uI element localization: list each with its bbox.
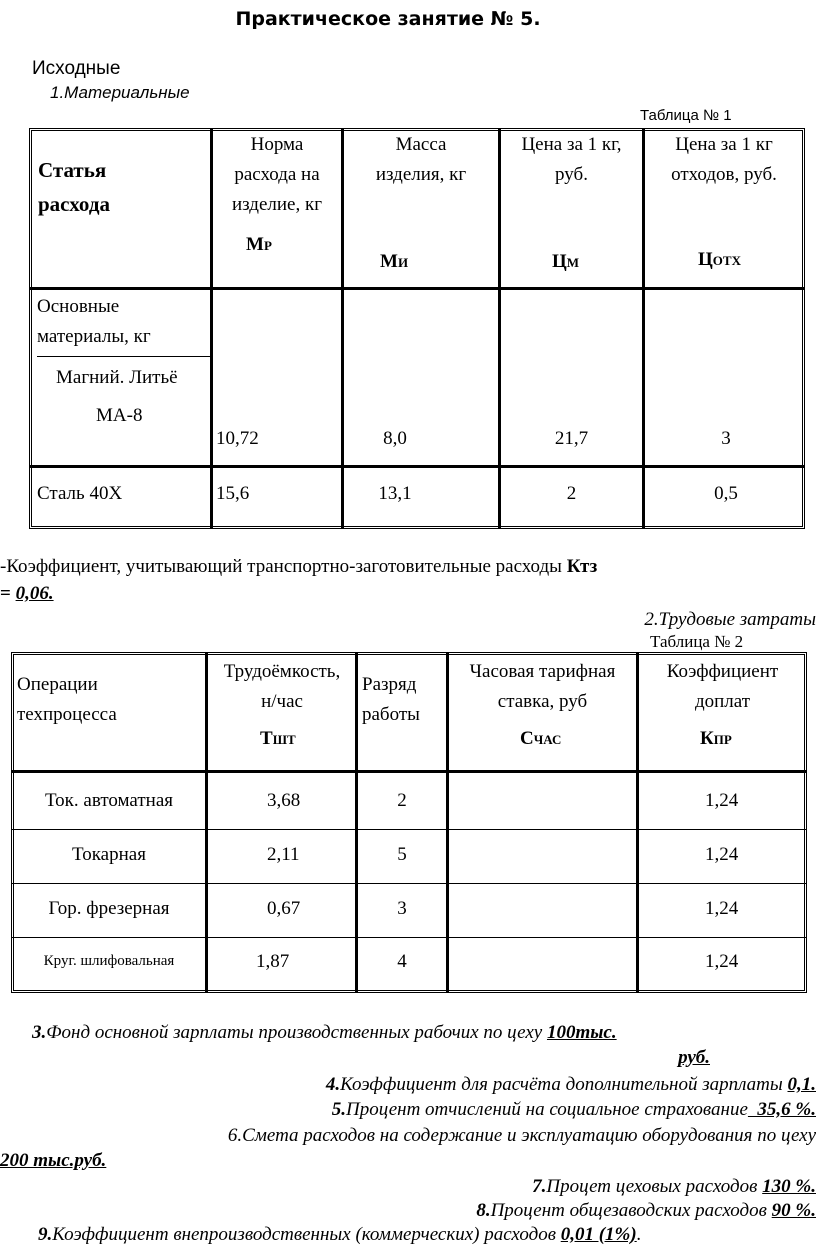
material-name: Сталь 40Х [37, 483, 123, 504]
header-norm: Норма расхода на изделие, кг [231, 134, 323, 215]
symbol-mr: МР [246, 234, 272, 255]
labor-value: 3,68 [267, 790, 301, 811]
header-waste: Цена за 1 кг отходов, руб. [671, 134, 777, 185]
ktz-value: 0,06. [15, 583, 54, 604]
header-operation: Операции техпроцесса [17, 674, 117, 725]
labor-value: 1,87 [256, 951, 290, 972]
item-3-cont: руб. [678, 1047, 710, 1068]
ktz-line: -Коэффициент, учитывающий транспортно-заготовительные расходы Ктз [0, 556, 598, 577]
symbol-cotx: ЦОТХ [698, 249, 741, 270]
grade-value: 2 [397, 790, 407, 811]
header-rate: Часовая тарифная ставка, руб [469, 661, 616, 712]
header-labor: Трудоёмкость, н/час [223, 661, 341, 712]
labor-value: 0,67 [267, 898, 301, 919]
price-value: 2 [566, 483, 577, 504]
page-title: Практическое занятие № 5. [235, 8, 541, 30]
norm-value: 15,6 [216, 483, 250, 504]
operation-name: Гор. фрезерная [48, 898, 170, 919]
group-label: Основные материалы, кг [37, 296, 151, 347]
table2-caption: Таблица № 2 [650, 632, 744, 651]
item-6-value: 200 тыс.руб. [0, 1150, 107, 1171]
item-7: 7.Процет цеховых расходов 130 %. [532, 1176, 816, 1197]
symbol-mi: МИ [380, 251, 409, 272]
symbol-cm: ЦМ [552, 251, 580, 272]
waste-value: 3 [721, 428, 731, 449]
labor-value: 2,11 [267, 844, 300, 865]
material-name: Магний. Литьё МА-8 [56, 367, 178, 426]
operation-name: Круг. шлифовальная [43, 953, 175, 969]
coef-value: 1,24 [705, 790, 739, 811]
operation-name: Ток. автоматная [44, 790, 173, 811]
symbol-chas: СЧАС [520, 728, 562, 749]
price-value: 21,7 [554, 428, 589, 449]
item-8: 8.Процент общезаводских расходов 90 %. [476, 1200, 816, 1221]
item-3: 3.Фонд основной зарплаты производственных рабочих по цеху 100тыс. [32, 1022, 617, 1043]
mass-value: 8,0 [383, 428, 407, 449]
table1-caption: Таблица № 1 [640, 107, 732, 124]
symbol-kpr: КПР [700, 728, 732, 749]
section-labor: 2.Трудовые затраты [644, 609, 816, 630]
header-grade: Разряд работы [362, 674, 420, 725]
ktz-value-line: = 0,06. [0, 583, 54, 604]
item-4: 4.Коэффициент для расчёта дополнительной зарплаты 0,1. [325, 1074, 816, 1095]
section-initial: Исходные [32, 58, 121, 79]
item-5: 5.Процент отчислений на социальное страхование 35,6 %. [331, 1099, 816, 1120]
header-price: Цена за 1 кг, руб. [521, 134, 622, 185]
item-9: 9.Коэффициент внепроизводственных (коммерческих) расходов 0,01 (1%). [38, 1224, 642, 1245]
header-mass: Масса изделия, кг [375, 134, 467, 185]
header-coef: Коэффициент доплат [666, 661, 779, 712]
norm-value: 10,72 [216, 428, 259, 449]
symbol-tsht: ТШТ [260, 728, 296, 749]
grade-value: 3 [397, 898, 407, 919]
header-item: Статья расхода [38, 158, 110, 216]
operation-name: Токарная [72, 844, 146, 865]
waste-value: 0,5 [714, 483, 738, 504]
grade-value: 5 [397, 844, 407, 865]
coef-value: 1,24 [705, 898, 739, 919]
section-materials: 1.Материальные [50, 83, 190, 102]
grade-value: 4 [397, 951, 407, 972]
mass-value: 13,1 [378, 483, 412, 504]
item-6: 6.Смета расходов на содержание и эксплуатацию оборудования по цеху [227, 1125, 816, 1146]
coef-value: 1,24 [705, 844, 739, 865]
coef-value: 1,24 [705, 951, 739, 972]
